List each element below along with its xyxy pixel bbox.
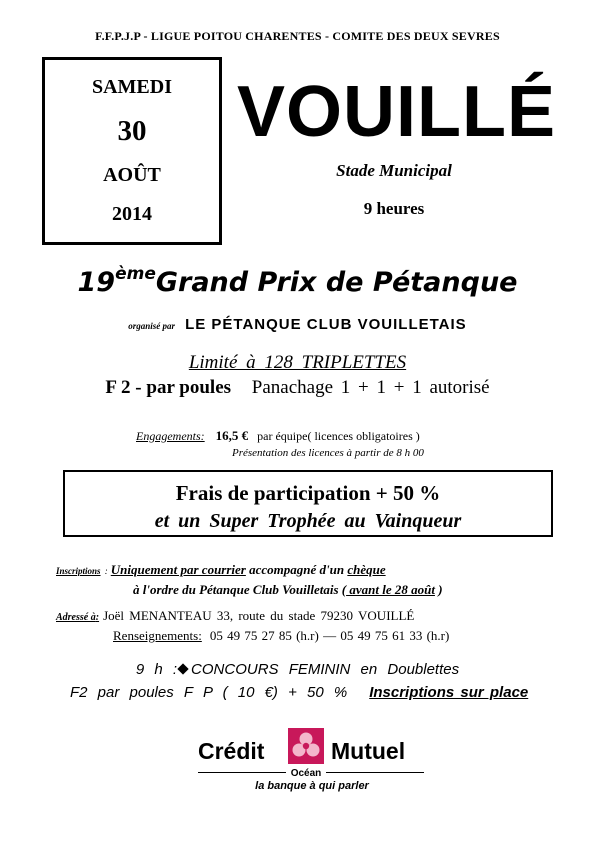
date-year: 2014: [112, 203, 152, 225]
event-title: [0, 264, 595, 298]
panachage: Panachage 1 + 1 + 1 autorisé: [251, 377, 490, 398]
date-month: AOÛT: [103, 164, 161, 186]
inscriptions-cheque: chèque: [347, 562, 386, 577]
team-limit: Limité à 128 TRIPLETTES: [188, 352, 407, 373]
title-number: 19: [77, 267, 116, 298]
contact-label: Renseignements:: [113, 628, 202, 643]
frais-line-2: et un Super Trophée au Vainqueur: [154, 510, 462, 532]
format-row: [0, 377, 595, 399]
logo-word-right: Mutuel: [331, 738, 406, 764]
inscriptions-mode: Uniquement par courrier: [110, 562, 246, 577]
organiser-club: LE PÉTANQUE CLUB VOUILLETAIS: [185, 316, 467, 333]
date-box: [42, 57, 222, 245]
logo-word-left: Crédit: [198, 738, 265, 764]
inscriptions-line-2: [133, 582, 443, 598]
feminin-time: 9 h :: [135, 661, 178, 678]
town-title: VOUILLÉ: [237, 72, 557, 152]
feminin-format: F2 par poules F P ( 10 €) + 50 %: [70, 684, 348, 701]
engagements-note: par équipe( licences obligatoires ): [257, 429, 420, 443]
frais-box: [63, 470, 553, 537]
title-text: Grand Prix de Pétanque: [155, 267, 518, 298]
licence-presentation: Présentation des licences à partir de 8 h 00: [232, 447, 424, 459]
inscriptions-colon: :: [102, 566, 108, 576]
title-suffix: ème: [115, 264, 156, 284]
contact-phones: 05 49 75 27 85 (h.r) — 05 49 75 61 33 (h.r): [209, 628, 450, 643]
date-day-name: SAMEDI: [91, 76, 172, 98]
organiser-label: organisé par: [128, 321, 176, 331]
feminin-format-row: [70, 684, 528, 701]
organiser: [0, 316, 595, 334]
engagements-price: 16,5 €: [215, 428, 249, 443]
logo-region: Océan: [290, 768, 322, 779]
feminin-text: CONCOURS FEMININ en Doublettes: [191, 661, 460, 678]
inscriptions-close: ): [434, 582, 443, 597]
format: F 2 - par poules: [105, 377, 232, 398]
contact-row: [113, 628, 449, 644]
inscriptions-deadline: avant le 28 août: [346, 582, 435, 597]
address-label: Adressé à:: [56, 612, 100, 623]
inscriptions-label: Inscriptions: [56, 566, 101, 576]
credit-mutuel-logo-icon: [288, 728, 324, 764]
sponsor-logo: [196, 728, 428, 796]
frais-line-1: Frais de participation + 50 %: [175, 481, 441, 505]
feminin-row: [0, 661, 595, 678]
engagements-row: [136, 428, 420, 444]
engagements-label: Engagements:: [136, 429, 205, 443]
address-row: [56, 608, 414, 624]
inscriptions-row: [56, 562, 386, 578]
address-text: Joël MENANTEAU 33, route du stade 79230 VOUILLÉ: [103, 608, 415, 623]
date-day: 30: [117, 115, 147, 147]
feminin-inscriptions: Inscriptions sur place: [369, 684, 529, 701]
start-time: 9 heures: [363, 199, 425, 218]
inscriptions-accompanied: accompagné d'un: [245, 562, 348, 577]
federation-header: F.F.P.J.P - LIGUE POITOU CHARENTES - COMITE DES DEUX SEVRES: [95, 29, 500, 43]
diamond-icon: [177, 663, 188, 674]
logo-slogan: la banque à qui parler: [255, 780, 369, 792]
inscriptions-payee: à l'ordre du Pétanque Club Vouilletais (: [133, 582, 347, 597]
venue: Stade Municipal: [336, 161, 452, 180]
